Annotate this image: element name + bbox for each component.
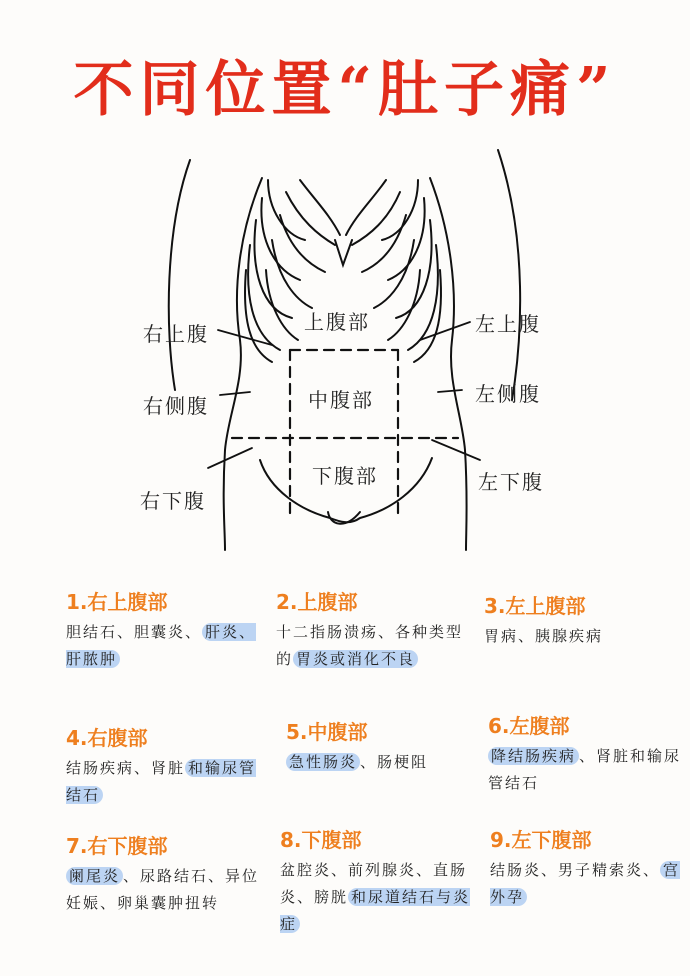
region-card [484,590,679,650]
sternum [335,240,352,265]
region-card [280,824,475,938]
region-card [276,586,471,673]
region-card [286,716,481,776]
region-highlight: 阑尾炎 [66,867,123,885]
right-side-label: 右侧腹 [143,394,209,418]
region-heading: 2.上腹部 [276,590,358,614]
region-text-tail: 、肾脏和输尿管结石 [488,747,682,792]
region-text: 胆结石、胆囊炎、 [66,623,203,641]
torso-outline [224,178,262,550]
region-heading: 6.左腹部 [488,714,570,738]
region-grid [232,350,458,520]
region-highlight: 胃炎或消化不良 [293,650,418,668]
region-heading: 1.右上腹部 [66,590,168,614]
region-card [66,830,261,917]
left-side-label: 左侧腹 [475,382,541,406]
region-heading: 7.右下腹部 [66,834,168,858]
right-lower-label: 右下腹 [140,489,206,513]
region-heading: 4.右腹部 [66,726,148,750]
region-text-tail: 、肠梗阻 [360,753,429,771]
region-highlight: 和输尿管结石 [66,759,257,804]
region-card [490,824,685,911]
region-card [66,586,261,673]
region-card [66,722,261,809]
middle-abdomen-label: 中腹部 [308,388,374,412]
region-text: 盆腔炎、前列腺炎、直肠炎、膀胱 [280,861,468,906]
region-highlight: 降结肠疾病 [488,747,579,765]
region-highlight: 宫外孕 [490,861,681,906]
region-text: 结肠疾病、肾脏 [66,759,186,777]
lower-abdomen-label: 下腹部 [312,464,378,488]
region-highlight: 和尿道结石与炎症 [280,888,471,933]
left-upper-label: 左上腹 [475,312,541,336]
region-text-tail: 、尿路结石、异位妊娠、卵巢囊肿扭转 [66,867,260,912]
region-heading: 8.下腹部 [280,828,362,852]
region-heading: 9.左下腹部 [490,828,592,852]
region-heading: 5.中腹部 [286,720,368,744]
right-arm-outline [169,160,190,390]
abdomen-diagram [0,140,690,560]
page-title: 不同位置“肚子痛” [73,55,617,125]
left-lower-label: 左下腹 [478,470,544,494]
region-card [488,710,683,797]
left-arm-outline [498,150,520,400]
upper-abdomen-label: 上腹部 [304,310,370,334]
region-heading: 3.左上腹部 [484,594,586,618]
region-text: 结肠炎、男子精索炎、 [490,861,661,879]
region-highlight: 肝炎、肝脓肿 [66,623,257,668]
region-highlight: 急性肠炎 [286,753,360,771]
right-upper-label: 右上腹 [143,322,209,346]
region-text: 胃病、胰腺疾病 [484,627,604,645]
region-text: 十二指肠溃疡、各种类型的 [276,623,464,668]
